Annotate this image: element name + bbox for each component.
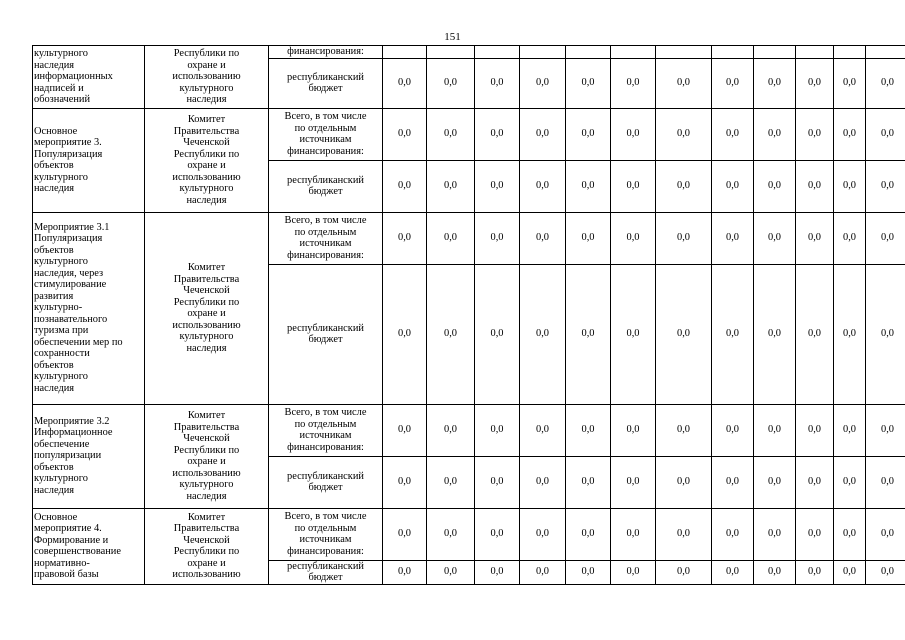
- amount-cell: 0,0: [796, 160, 834, 212]
- amount-cell: 0,0: [866, 264, 905, 404]
- measure-name: Мероприятие 3.1 Популяризация объектов культурного наследия, через стимулирование развития культурно- познавательного туризма при обеспечении мер по сохранности объектов культурного наследия: [34, 221, 123, 394]
- amount-cell: 0,0: [520, 108, 566, 160]
- funding-source-label: республиканский бюджет: [287, 560, 364, 583]
- amount-cell: 0,0: [656, 560, 712, 584]
- funding-source-label: Всего, в том числе по отдельным источникам финансирования:: [284, 111, 367, 157]
- amount-cell: 0,0: [383, 212, 427, 264]
- amount-cell: 0,0: [712, 404, 754, 456]
- measure-name: Основное мероприятие 4. Формирование и совершенствование нормативно- правовой базы: [34, 511, 121, 580]
- table-row: [33, 508, 905, 560]
- amount-cell: 0,0: [383, 560, 427, 584]
- amount-cell: 0,0: [754, 264, 796, 404]
- amount-cell: 0,0: [611, 58, 656, 108]
- measure-name-cell: [33, 46, 145, 109]
- amount-cell: 0,0: [754, 404, 796, 456]
- amount-cell: 0,0: [754, 160, 796, 212]
- amount-cell: 0,0: [566, 264, 611, 404]
- amount-cell: 0,0: [611, 508, 656, 560]
- amount-cell: 0,0: [754, 212, 796, 264]
- amount-cell: 0,0: [566, 404, 611, 456]
- funding-source-label: Всего, в том числе по отдельным источникам финансирования:: [284, 215, 367, 261]
- amount-cell: 0,0: [754, 58, 796, 108]
- amount-cell: 0,0: [611, 404, 656, 456]
- amount-cell: 0,0: [427, 560, 475, 584]
- amount-cell: [566, 46, 611, 59]
- amount-cell: 0,0: [475, 160, 520, 212]
- page-number: 151: [444, 31, 461, 43]
- amount-cell: 0,0: [383, 264, 427, 404]
- amount-cell: 0,0: [712, 212, 754, 264]
- amount-cell: 0,0: [834, 264, 866, 404]
- funding-source-label: республиканский бюджет: [287, 322, 364, 345]
- amount-cell: 0,0: [611, 456, 656, 508]
- amount-cell: 0,0: [656, 456, 712, 508]
- table-row: [33, 108, 905, 160]
- amount-cell: 0,0: [866, 212, 905, 264]
- amount-cell: 0,0: [866, 456, 905, 508]
- amount-cell: [383, 46, 427, 59]
- amount-cell: 0,0: [475, 508, 520, 560]
- amount-cell: 0,0: [866, 560, 905, 584]
- amount-cell: 0,0: [566, 58, 611, 108]
- funding-source-cell: [269, 46, 383, 59]
- executor-name: Республики по охране и использованию культурного наследия: [172, 48, 241, 105]
- amount-cell: [754, 46, 796, 59]
- amount-cell: 0,0: [712, 560, 754, 584]
- measure-name-cell: [33, 212, 145, 404]
- executor-cell: [145, 404, 269, 508]
- amount-cell: 0,0: [656, 160, 712, 212]
- amount-cell: 0,0: [566, 212, 611, 264]
- funding-source-cell: [269, 456, 383, 508]
- executor-name: Комитет Правительства Чеченской Республики по охране и использованию: [172, 511, 241, 580]
- amount-cell: 0,0: [427, 508, 475, 560]
- amount-cell: 0,0: [796, 264, 834, 404]
- measure-name-cell: [33, 508, 145, 584]
- funding-source-label: республиканский бюджет: [287, 71, 364, 94]
- amount-cell: 0,0: [383, 508, 427, 560]
- executor-name: Комитет Правительства Чеченской Республики по охране и использованию культурного наследия: [172, 262, 241, 354]
- amount-cell: 0,0: [712, 456, 754, 508]
- amount-cell: 0,0: [566, 160, 611, 212]
- amount-cell: 0,0: [834, 58, 866, 108]
- amount-cell: 0,0: [475, 108, 520, 160]
- amount-cell: 0,0: [834, 160, 866, 212]
- amount-cell: 0,0: [566, 108, 611, 160]
- measure-name-cell: [33, 108, 145, 212]
- amount-cell: 0,0: [520, 212, 566, 264]
- amount-cell: 0,0: [656, 264, 712, 404]
- amount-cell: 0,0: [656, 404, 712, 456]
- amount-cell: 0,0: [712, 264, 754, 404]
- amount-cell: 0,0: [520, 58, 566, 108]
- amount-cell: 0,0: [520, 160, 566, 212]
- amount-cell: 0,0: [712, 508, 754, 560]
- executor-name: Комитет Правительства Чеченской Республики по охране и использованию культурного наследия: [172, 114, 241, 206]
- funding-source-cell: [269, 560, 383, 584]
- amount-cell: 0,0: [796, 508, 834, 560]
- amount-cell: 0,0: [427, 212, 475, 264]
- executor-cell: [145, 46, 269, 109]
- amount-cell: 0,0: [656, 212, 712, 264]
- amount-cell: 0,0: [611, 212, 656, 264]
- amount-cell: 0,0: [520, 404, 566, 456]
- amount-cell: 0,0: [520, 264, 566, 404]
- measure-name: Основное мероприятие 3. Популяризация объектов культурного наследия: [34, 125, 103, 194]
- funding-source-cell: [269, 264, 383, 404]
- amount-cell: 0,0: [520, 508, 566, 560]
- amount-cell: 0,0: [475, 264, 520, 404]
- table-body: [33, 46, 905, 585]
- amount-cell: [475, 46, 520, 59]
- amount-cell: 0,0: [383, 160, 427, 212]
- funding-source-cell: [269, 108, 383, 160]
- amount-cell: [656, 46, 712, 59]
- amount-cell: [427, 46, 475, 59]
- amount-cell: [834, 46, 866, 59]
- amount-cell: 0,0: [754, 108, 796, 160]
- executor-name: Комитет Правительства Чеченской Республики по охране и использованию культурного наследия: [172, 410, 241, 502]
- amount-cell: 0,0: [796, 404, 834, 456]
- amount-cell: 0,0: [866, 108, 905, 160]
- measure-name-cell: [33, 404, 145, 508]
- amount-cell: 0,0: [520, 456, 566, 508]
- amount-cell: 0,0: [611, 264, 656, 404]
- funding-source-cell: [269, 212, 383, 264]
- amount-cell: [712, 46, 754, 59]
- amount-cell: 0,0: [427, 456, 475, 508]
- amount-cell: 0,0: [796, 58, 834, 108]
- amount-cell: [611, 46, 656, 59]
- funding-source-label: финансирования:: [287, 46, 364, 57]
- amount-cell: 0,0: [611, 108, 656, 160]
- amount-cell: 0,0: [834, 560, 866, 584]
- table-row: [33, 212, 905, 264]
- amount-cell: 0,0: [427, 108, 475, 160]
- amount-cell: 0,0: [866, 58, 905, 108]
- funding-source-label: Всего, в том числе по отдельным источникам финансирования:: [284, 511, 367, 557]
- amount-cell: 0,0: [475, 404, 520, 456]
- amount-cell: 0,0: [475, 58, 520, 108]
- amount-cell: 0,0: [656, 58, 712, 108]
- amount-cell: 0,0: [834, 404, 866, 456]
- amount-cell: 0,0: [475, 560, 520, 584]
- executor-cell: [145, 108, 269, 212]
- amount-cell: 0,0: [712, 58, 754, 108]
- amount-cell: 0,0: [754, 456, 796, 508]
- funding-source-cell: [269, 58, 383, 108]
- amount-cell: 0,0: [427, 160, 475, 212]
- amount-cell: 0,0: [656, 108, 712, 160]
- funding-source-cell: [269, 508, 383, 560]
- amount-cell: 0,0: [566, 456, 611, 508]
- measure-name: культурного наследия информационных надписей и обозначений: [34, 48, 113, 105]
- amount-cell: 0,0: [520, 560, 566, 584]
- table-row: [33, 46, 905, 59]
- amount-cell: 0,0: [796, 108, 834, 160]
- amount-cell: 0,0: [866, 404, 905, 456]
- amount-cell: 0,0: [475, 212, 520, 264]
- executor-cell: [145, 212, 269, 404]
- measure-name: Мероприятие 3.2 Информационное обеспечение популяризации объектов культурного наследия: [34, 415, 113, 496]
- amount-cell: 0,0: [383, 456, 427, 508]
- amount-cell: 0,0: [656, 508, 712, 560]
- amount-cell: 0,0: [834, 508, 866, 560]
- funding-source-cell: [269, 160, 383, 212]
- funding-source-label: Всего, в том числе по отдельным источникам финансирования:: [284, 407, 367, 453]
- executor-cell: [145, 508, 269, 584]
- budget-table: [32, 45, 905, 585]
- amount-cell: 0,0: [566, 560, 611, 584]
- amount-cell: 0,0: [834, 212, 866, 264]
- amount-cell: 0,0: [866, 160, 905, 212]
- funding-source-cell: [269, 404, 383, 456]
- amount-cell: 0,0: [611, 560, 656, 584]
- amount-cell: 0,0: [796, 212, 834, 264]
- amount-cell: 0,0: [754, 560, 796, 584]
- funding-source-label: республиканский бюджет: [287, 470, 364, 493]
- amount-cell: 0,0: [383, 58, 427, 108]
- amount-cell: 0,0: [475, 456, 520, 508]
- amount-cell: 0,0: [611, 160, 656, 212]
- table-row: [33, 404, 905, 456]
- amount-cell: 0,0: [866, 508, 905, 560]
- amount-cell: 0,0: [754, 508, 796, 560]
- amount-cell: 0,0: [834, 456, 866, 508]
- amount-cell: 0,0: [427, 404, 475, 456]
- amount-cell: 0,0: [383, 108, 427, 160]
- amount-cell: 0,0: [383, 404, 427, 456]
- amount-cell: 0,0: [796, 560, 834, 584]
- amount-cell: [796, 46, 834, 59]
- amount-cell: 0,0: [427, 58, 475, 108]
- amount-cell: 0,0: [712, 160, 754, 212]
- amount-cell: 0,0: [712, 108, 754, 160]
- amount-cell: 0,0: [427, 264, 475, 404]
- amount-cell: [520, 46, 566, 59]
- amount-cell: 0,0: [566, 508, 611, 560]
- funding-source-label: республиканский бюджет: [287, 174, 364, 197]
- amount-cell: 0,0: [796, 456, 834, 508]
- amount-cell: [866, 46, 905, 59]
- amount-cell: 0,0: [834, 108, 866, 160]
